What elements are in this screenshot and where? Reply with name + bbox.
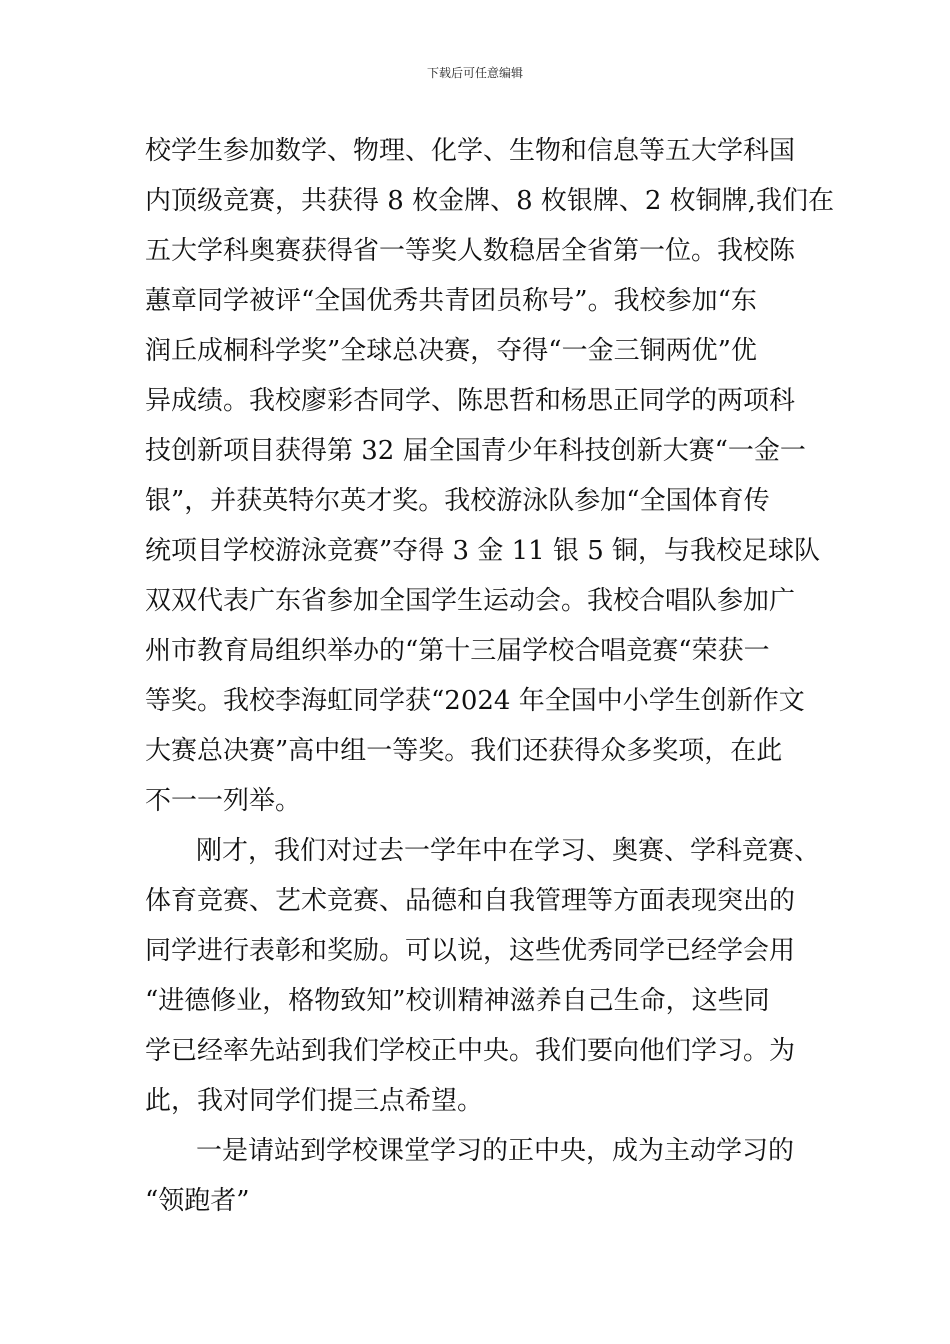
paragraph-line: 州市教育局组织举办的“第十三届学校合唱竞赛“荣获一 [145,636,770,666]
paragraph-line: 银”，并获英特尔英才奖。我校游泳队参加“全国体育传 [145,486,770,516]
paragraph-line: 此，我对同学们提三点希望。 [145,1086,484,1116]
paragraph-line: 异成绩。我校廖彩杏同学、陈思哲和杨思正同学的两项科 [145,386,796,416]
paragraph-line: “进德修业，格物致知”校训精神滋养自己生命，这些同 [145,986,770,1016]
paragraph-line: 学已经率先站到我们学校正中央。我们要向他们学习。为 [145,1036,796,1066]
paragraph-line: 体育竞赛、艺术竞赛、品德和自我管理等方面表现突出的 [145,886,796,916]
paragraph-line: 校学生参加数学、物理、化学、生物和信息等五大学科国 [145,136,796,166]
paragraph-line: 技创新项目获得第 32 届全国青少年科技创新大赛“一金一 [145,436,806,466]
paragraph-line: 同学进行表彰和奖励。可以说，这些优秀同学已经学会用 [145,936,796,966]
paragraph-line: 统项目学校游泳竞赛”夺得 3 金 11 银 5 铜，与我校足球队 [145,536,821,566]
paragraph-line: 不一一列举。 [145,786,302,816]
paragraph-line: 刚才，我们对过去一学年中在学习、奥赛、学科竞赛、 [196,836,821,866]
paragraph-line: 内顶级竞赛，共获得 8 枚金牌、8 枚银牌、2 枚铜牌,我们在 [145,186,834,216]
page-header: 下载后可任意编辑 [426,66,523,80]
paragraph-line: 双双代表广东省参加全国学生运动会。我校合唱队参加广 [145,586,796,616]
paragraph-line: 五大学科奥赛获得省一等奖人数稳居全省第一位。我校陈 [145,236,796,266]
paragraph-line: “领跑者” [145,1186,250,1216]
paragraph-line: 一是请站到学校课堂学习的正中央，成为主动学习的 [196,1136,795,1166]
paragraph-line: 润丘成桐科学奖”全球总决赛，夺得“一金三铜两优”优 [145,336,757,366]
paragraph-line: 大赛总决赛”高中组一等奖。我们还获得众多奖项，在此 [145,736,783,766]
paragraph-line: 等奖。我校李海虹同学获“2024 年全国中小学生创新作文 [145,686,805,716]
paragraph-line: 蕙章同学被评“全国优秀共青团员称号”。我校参加“东 [145,286,757,316]
